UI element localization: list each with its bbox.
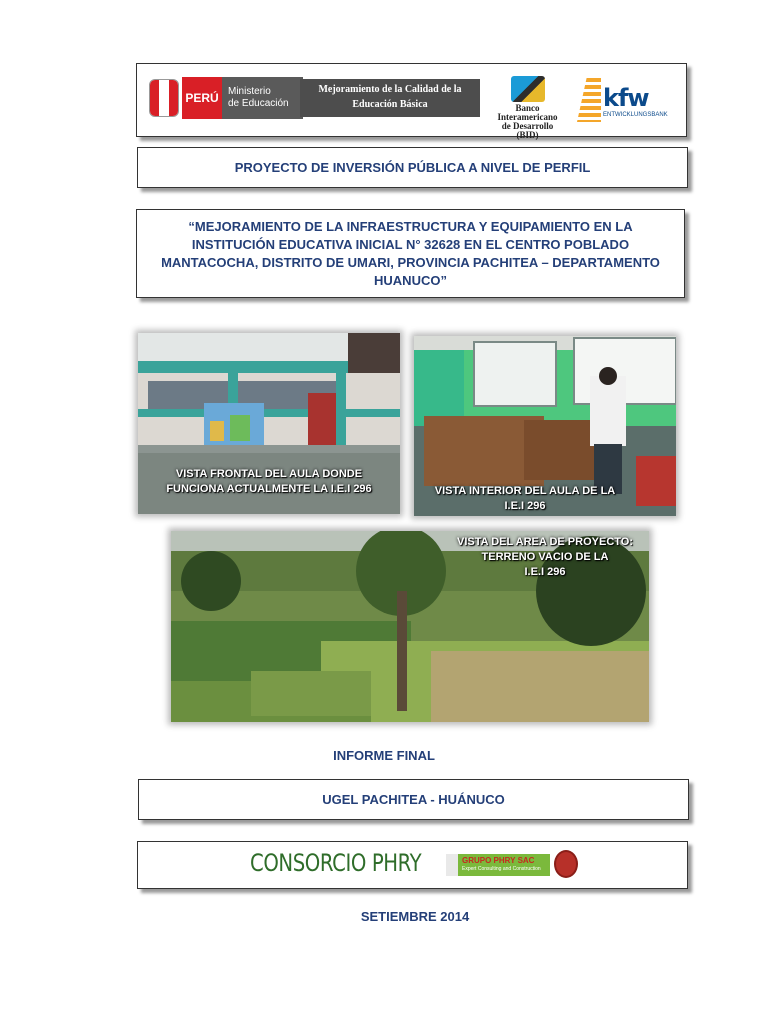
peru-minedu-logo [149,77,303,119]
ugel-text: UGEL PACHITEA - HUÁNUCO [322,792,505,807]
front-caption-line2: FUNCIONA ACTUALMENTE LA I.E.I 296 [166,483,372,495]
report-type: INFORME FINAL [333,748,435,763]
bid-line3: de Desarrollo [501,121,554,131]
project-area-photo [171,531,649,722]
kfw-logo [577,78,677,122]
front-view-photo [138,333,400,514]
bid-logo [485,76,570,140]
program-line2: Educación Básica [352,99,428,110]
interior-caption-line1: VISTA INTERIOR DEL AULA DE LA [434,485,616,497]
project-level-text: PROYECTO DE INVERSIÓN PÚBLICA A NIVEL DE PERFIL [234,160,591,175]
ministerio-label [222,77,303,119]
bid-emblem-icon [511,76,545,102]
kfw-dots-icon [577,78,601,122]
ministerio-line1: Ministerio [228,86,271,97]
kfw-sub: ENTWICKLUNGSBANK [603,112,668,118]
front-caption-line1: VISTA FRONTAL DEL AULA DONDE [175,468,363,480]
consorcio-name: CONSORCIO PHRY [250,849,422,877]
area-caption-line1: VISTA DEL AREA DE PROYECTO: [456,536,634,548]
project-area-caption [447,535,643,580]
seal-icon [554,850,578,878]
project-level-box [137,147,688,188]
ministerio-line2: de Educación [228,98,289,109]
grupo-label: GRUPO PHRY SAC [462,856,535,865]
grupo-phry-logo [446,854,550,876]
program-banner [300,79,480,117]
peru-label: PERÚ [182,77,222,119]
area-caption-line2: TERRENO VACIO DE LA [481,551,609,563]
project-title-text: “MEJORAMIENTO DE LA INFRAESTRUCTURA Y EQUIPAMIENTO EN LA INSTITUCIÓN EDUCATIVA INICIAL N° 32628 EN EL CENTRO POBLADO MANTACOCHA, DISTRITO DE UMARI, PROVINCIA PACHITEA – DEPARTAMENTO HUANUCO” [161,218,660,288]
interior-caption-line2: I.E.I 296 [504,500,546,512]
project-title-box [136,209,685,298]
bid-line2: Interamericano [497,112,558,122]
bid-line1: Banco [515,103,540,113]
consorcio-box [137,841,688,889]
bid-line4: (BID) [516,130,539,140]
grupo-sub: Expert Consulting and Construction [462,866,541,872]
kfw-label: kfw [603,84,649,112]
interior-view-caption [414,484,636,514]
ugel-box [138,779,689,820]
program-line1: Mejoramiento de la Calidad de la [318,84,462,95]
logo-header-box [136,63,687,140]
area-caption-line3: I.E.I 296 [524,566,566,578]
report-date: SETIEMBRE 2014 [360,909,470,924]
front-view-caption [138,467,400,497]
interior-view-photo [414,336,676,516]
peru-shield-icon [149,79,179,117]
